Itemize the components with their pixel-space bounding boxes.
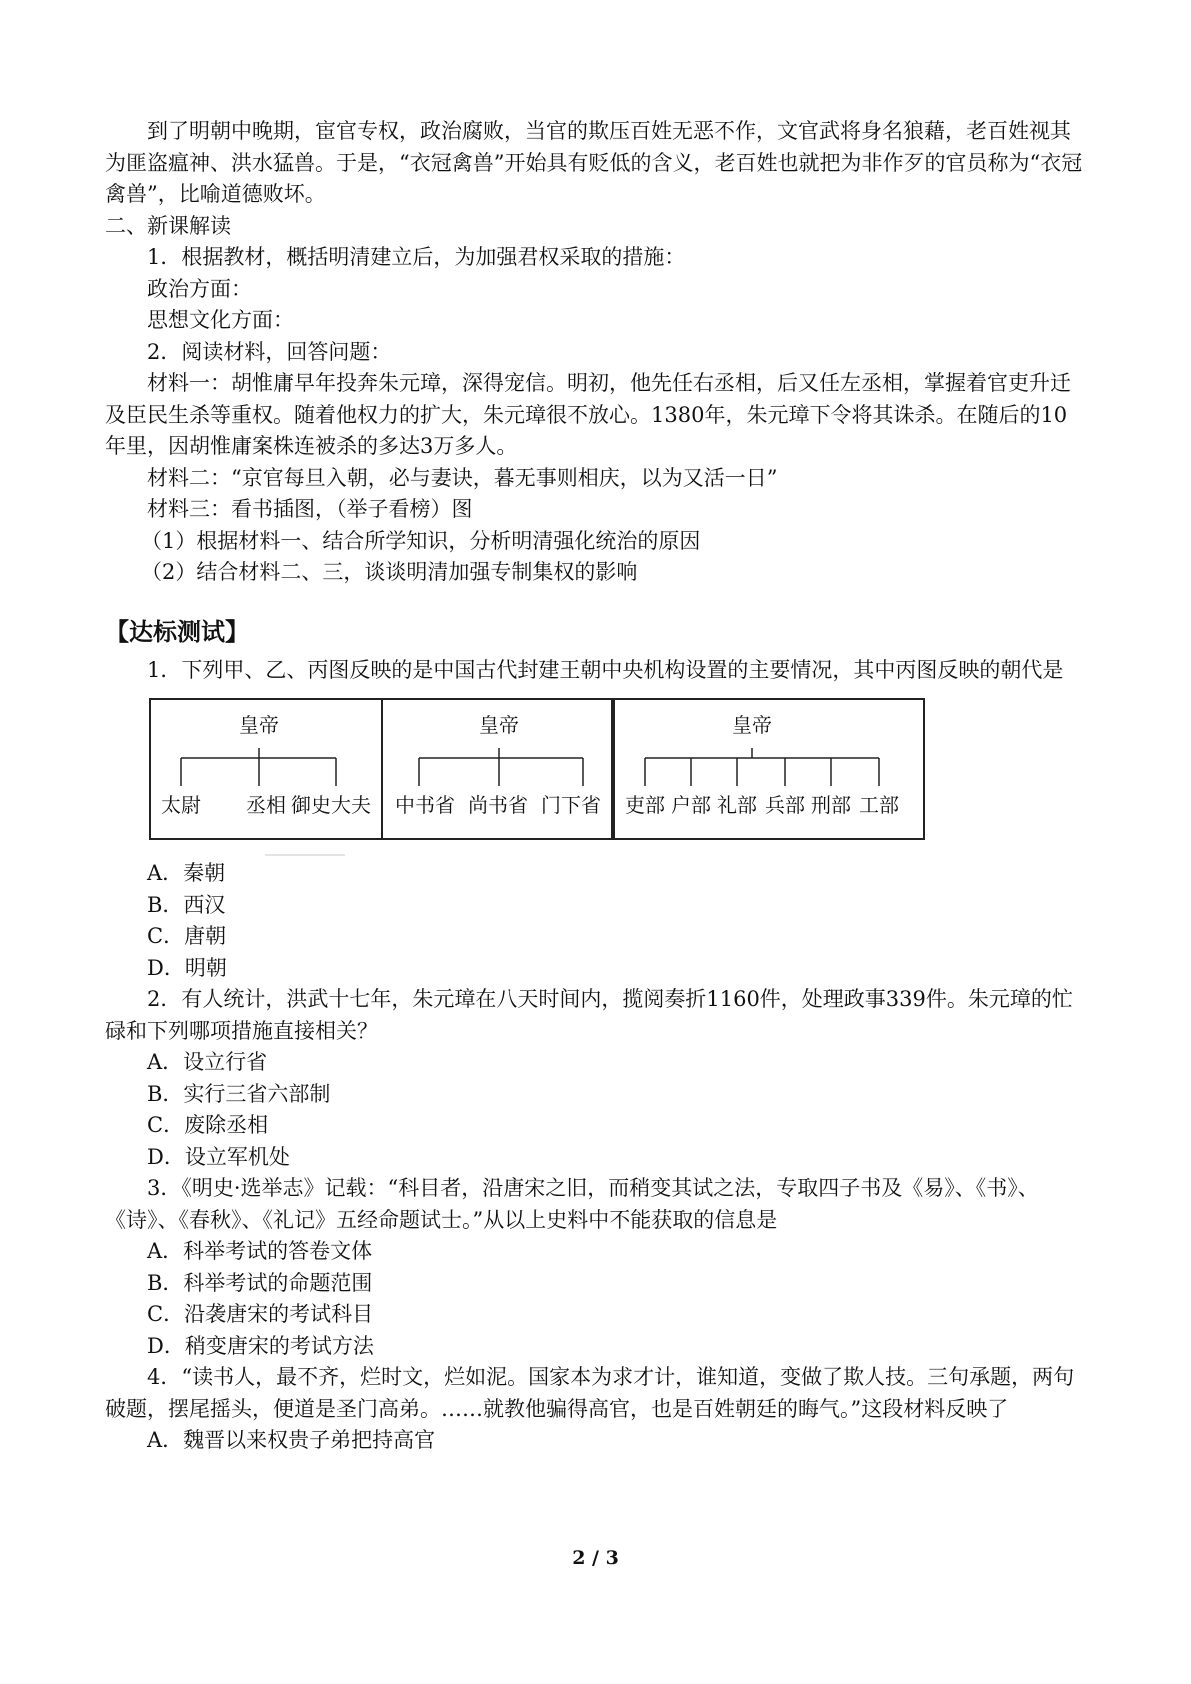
diagram-jia-child-1: 太尉: [161, 793, 201, 817]
q1-option-d: D．明朝: [147, 955, 227, 980]
intro-paragraph: 到了明朝中晚期，宦官专权，政治腐败，当官的欺压百姓无恶不作，文官武将身名狼藉，老百姓视其为匪盗瘟神、洪水猛兽。于是，“衣冠禽兽”开始具有贬低的含义，老百姓也就把为非作歹的官员称为“衣冠禽兽”，比喻道德败坏。: [105, 119, 1083, 206]
diagram-jia-child-3: 御史大夫: [291, 793, 371, 817]
page-content: [105, 116, 1085, 1457]
political-aspect: 政治方面：: [147, 276, 252, 301]
diagram-yi: [381, 698, 615, 840]
test-question-4: 4．“读书人，最不齐，烂时文，烂如泥。国家本为求才计，谁知道，变做了欺人技。三句承题，两句破题，摆尾摇头，便道是圣门高弟。……就教他骗得高官，也是百姓朝廷的晦气。”这段材料反映了: [105, 1365, 1075, 1421]
material-3: 材料三：看书插图，（举子看榜）图: [147, 497, 473, 521]
culture-aspect: 思想文化方面：: [147, 308, 294, 332]
diagram-bing-child-6: 工部: [859, 793, 899, 817]
diagram-bing-child-4: 兵部: [765, 793, 805, 817]
diagram-bing-child-5: 刑部: [811, 793, 851, 817]
diagram-yi-child-3: 门下省: [541, 793, 601, 817]
q1-option-a: A．秦朝: [147, 861, 226, 885]
q2-option-a: A．设立行省: [147, 1050, 268, 1074]
scan-artifact: [265, 854, 345, 856]
sub-question-2: （2）结合材料二、三，谈谈明清加强专制集权的影响: [141, 560, 638, 584]
diagram-jia-child-2: 丞相: [246, 793, 286, 817]
q1-option-c: C．唐朝: [147, 924, 227, 948]
diagram-bing: [611, 698, 925, 840]
test-heading: 【达标测试】: [105, 617, 249, 646]
q3-option-a: A．科举考试的答卷文体: [147, 1239, 373, 1263]
test-question-1: 1．下列甲、乙、丙图反映的是中国古代封建王朝中央机构设置的主要情况，其中丙图反映的朝代是: [147, 657, 1064, 682]
diagram-bing-child-3: 礼部: [717, 793, 757, 817]
q1-option-b: B．西汉: [147, 892, 226, 917]
q3-option-b: B．科举考试的命题范围: [147, 1270, 373, 1295]
question-2: 2．阅读材料，回答问题：: [147, 339, 392, 364]
diagram-jia: [149, 698, 383, 840]
org-diagrams: [105, 698, 1085, 858]
section-title: 二、新课解读: [105, 213, 231, 238]
test-question-3: 3．《明史·选举志》记载：“科目者，沿唐宋之旧，而稍变其试之法，专取四子书及《易》、《书》、《诗》、《春秋》、《礼记》五经命题试士。”从以上史料中不能获取的信息是: [105, 1176, 1039, 1232]
material-2: 材料二：“京官每旦入朝，必与妻诀，暮无事则相庆，以为又活一日”: [147, 465, 778, 490]
q4-option-a: A．魏晋以来权贵子弟把持高官: [147, 1428, 436, 1452]
material-1: 材料一：胡惟庸早年投奔朱元璋，深得宠信。明初，他先任右丞相，后又任左丞相，掌握着官吏升迁及臣民生杀等重权。随着他权力的扩大，朱元璋很不放心。1380年，朱元璋下令将其诛杀。在随后的10年里，因胡惟庸案株连被杀的多达3万多人。: [105, 371, 1071, 458]
q2-option-c: C．废除丞相: [147, 1113, 269, 1137]
test-question-2: 2．有人统计，洪武十七年，朱元璋在八天时间内，揽阅奏折1160件，处理政事339件。朱元璋的忙碌和下列哪项措施直接相关？: [105, 987, 1073, 1043]
sub-question-1: （1）根据材料一、结合所学知识，分析明清强化统治的原因: [141, 528, 701, 553]
diagram-yi-child-1: 中书省: [395, 793, 455, 817]
diagram-bing-child-1: 吏部: [625, 793, 665, 817]
diagram-bing-emperor: 皇帝: [732, 713, 772, 737]
diagram-yi-emperor: 皇帝: [479, 713, 519, 737]
diagram-bing-child-2: 户部: [671, 793, 711, 817]
q2-option-b: B．实行三省六部制: [147, 1081, 331, 1106]
q3-option-c: C．沿袭唐宋的考试科目: [147, 1302, 374, 1326]
q3-option-d: D．稍变唐宋的考试方法: [147, 1333, 374, 1358]
diagram-jia-emperor: 皇帝: [239, 713, 279, 737]
question-1: 1．根据教材，概括明清建立后，为加强君权采取的措施：: [147, 245, 686, 269]
diagram-yi-child-2: 尚书省: [468, 793, 528, 817]
q2-option-d: D．设立军机处: [147, 1144, 290, 1169]
page-number: 2 / 3: [572, 1547, 619, 1569]
